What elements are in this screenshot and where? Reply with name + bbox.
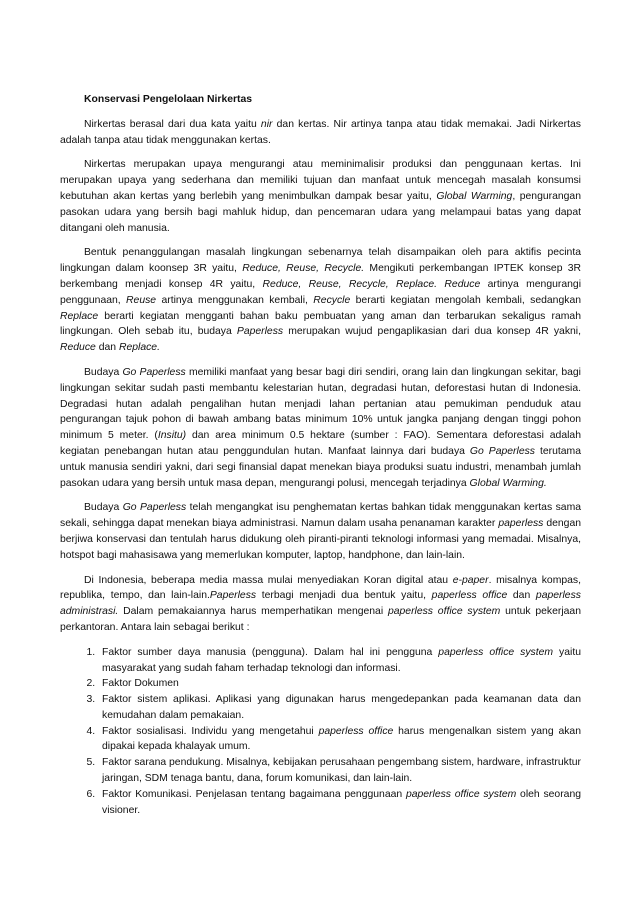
list-item <box>98 787 581 819</box>
text: Bentuk penanggulangan masalah lingkungan sebenarnya telah disampaikan oleh para aktifis pecinta lingkungan dalam koonsep 3R yaitu, <box>60 247 581 275</box>
text: telah mengangkat isu penghematan kertas bahkan tidak menggunakan kertas sama sekali, sehingga dapat menekan biaya administrasi. Namun dalam usaha penanaman karakter <box>60 502 582 530</box>
paragraph-4 <box>60 365 581 491</box>
list-item <box>98 724 581 756</box>
text: Faktor sumber daya manusia (pengguna). Dalam hal ini pengguna <box>102 646 439 658</box>
italic-text: Paperless <box>236 326 284 338</box>
text: Faktor sistem aplikasi. Aplikasi yang digunakan harus mengedepankan pada keamanan data dan kemudahan dalam pemakaian. <box>102 694 581 721</box>
text: merupakan wujud pengaplikasian dari dua konsep 4R yakni, <box>283 326 581 338</box>
text: terutama untuk manusia sendiri yakni, dari segi finansial dapat menekan biaya produksi suatu industri, menambah jumlah pasokan udara yang bersih untuk masa depan, mengurangi polusi, mencegah terjadinya <box>60 445 581 489</box>
italic-text: Reuse <box>126 294 157 306</box>
italic-text: Go Paperless <box>469 445 535 457</box>
paragraph-1 <box>60 117 581 149</box>
text: Budaya <box>84 502 123 514</box>
italic-text: paperless <box>498 518 544 530</box>
text: harus mengenalkan sistem yang akan dipakai kepada khalayak umum. <box>102 725 581 753</box>
italic-text: Go Paperless <box>122 502 187 514</box>
text: artinya mengurangi penggunaan, <box>60 278 581 306</box>
text: Nirkertas berasal dari dua kata yaitu <box>84 118 261 130</box>
italic-text: Insitu) <box>157 430 187 442</box>
list-item <box>98 692 581 724</box>
italic-text: Reduce <box>60 342 96 354</box>
text: memiliki manfaat yang besar bagi diri sendiri, orang lain dan lingkungan sekitar, bagi lingkungan sekitar sudah pasti membantu kelestarian hutan, degradasi hutan, deforestasi hutan di Indonesia. Degradasi hutan adalah pengalihan hutan menjadi lahan pertanian atau pemukiman penduduk atau pengurangan tajuk pohon di bawah ambang batas minimum 10% untuk jangka panjang dengan tinggi pohon minimum 5 meter. ( <box>60 366 581 442</box>
text: yaitu masyarakat yang sudah faham terhadap teknologi dan informasi. <box>102 646 581 674</box>
text: Faktor Dokumen <box>102 678 179 690</box>
italic-text: Recycle <box>313 294 351 306</box>
list-item <box>98 676 581 692</box>
italic-text: paperless administrasi. <box>60 590 581 618</box>
text: dan kertas. Nir artinya tanpa atau tidak memakai. Jadi Nirkertas adalah tanpa atau tidak menggunakan kertas. <box>60 118 582 146</box>
text: artinya menggunakan kembali, <box>156 294 314 306</box>
italic-text: Global Warming. <box>469 477 547 489</box>
list-item <box>98 755 581 787</box>
italic-text: Replace. <box>118 342 160 354</box>
text: . misalnya kompas, republika, tempo, dan lain-lain. <box>60 574 581 602</box>
italic-text: Go Paperless <box>122 366 186 378</box>
text: , pengurangan pasokan udara yang bersih bagi mahluk hidup, dan pencemaran udara yang melampaui batas yang dapat ditangani oleh manusia. <box>60 190 581 234</box>
document-title: Konservasi Pengelolaan Nirkertas <box>84 94 253 105</box>
paragraph-3 <box>60 245 581 356</box>
text: terbagi menjadi dua bentuk yaitu, <box>256 590 432 602</box>
text: dan <box>95 342 119 354</box>
italic-text: e-paper <box>452 574 489 586</box>
italic-text: nir <box>260 118 273 130</box>
list-item <box>98 645 581 677</box>
paragraph-5 <box>60 500 581 563</box>
text: Mengikuti perkembangan IPTEK konsep 3R berkembang menjadi konsep 4R yaitu, <box>60 263 581 290</box>
italic-text: paperless office <box>431 590 508 602</box>
text: Di Indonesia, beberapa media massa mulai menyediakan Koran digital atau <box>84 574 453 586</box>
italic-text: Replace <box>60 310 99 322</box>
text: Nirkertas merupakan upaya mengurangi atau meminimalisir produksi dan penggunaan kertas. Ini merupakan upaya yang sederhana dan memiliki tujuan dan manfaat untuk mencegah masalah konsumsi kebutuhan akan kertas yang berlebih yang menimbulkan dampak besar yaitu, <box>60 159 581 202</box>
italic-text: Global Warming <box>436 190 513 202</box>
text: dan area minimum 0.5 hektare (sumber : FAO). Sementara deforestasi adalah kegiatan penebangan hutan atau penggundulan hutan. Manfaat lainnya dari budaya <box>60 430 581 457</box>
text: dengan berjiwa konservasi dan tentulah harus didukung oleh piranti-piranti teknologi informasi yang memadai. Misalnya, hotspot bagi mahasisawa yang memerlukan komputer, laptop, handphone, dan lain-lain. <box>60 518 581 561</box>
italic-text: Reduce, Reuse, Recycle, Replace. Reduce <box>262 278 481 290</box>
italic-text: paperless office <box>318 725 394 737</box>
text: Dalam pemakaiannya harus memperhatikan mengenai <box>118 606 388 618</box>
italic-text: Reduce, Reuse, Recycle. <box>242 263 365 275</box>
italic-text: paperless office system <box>438 646 554 658</box>
text: berarti kegiatan mengganti bahan baku pembuatan yang aman dan terbarukan sekaligus ramah lingkungan. Oleh sebab itu, budaya <box>60 310 581 338</box>
paragraph-2 <box>60 157 581 236</box>
text: Faktor sosialisasi. Individu yang mengetahui <box>102 725 319 737</box>
text: Budaya <box>84 366 123 378</box>
text: Faktor Komunikasi. Penjelasan tentang bagaimana penggunaan <box>102 788 406 800</box>
paragraph-6 <box>60 573 581 636</box>
italic-text: paperless office system <box>387 606 501 618</box>
factor-list <box>60 645 581 819</box>
text: dan <box>507 590 536 602</box>
italic-text: paperless office system <box>405 788 517 800</box>
text: Faktor sarana pendukung. Misalnya, kebijakan perusahaan pengembang sistem, hardware, infrastruktur jaringan, SDM tenaga bantu, dana, forum komunikasi, dan lain-lain. <box>102 757 581 785</box>
text: berarti kegiatan mengolah kembali, sedangkan <box>350 294 581 306</box>
text: untuk pekerjaan perkantoran. Antara lain sebagai berikut : <box>60 606 581 633</box>
text: oleh seorang visioner. <box>102 788 582 816</box>
italic-text: Paperless <box>209 590 257 602</box>
